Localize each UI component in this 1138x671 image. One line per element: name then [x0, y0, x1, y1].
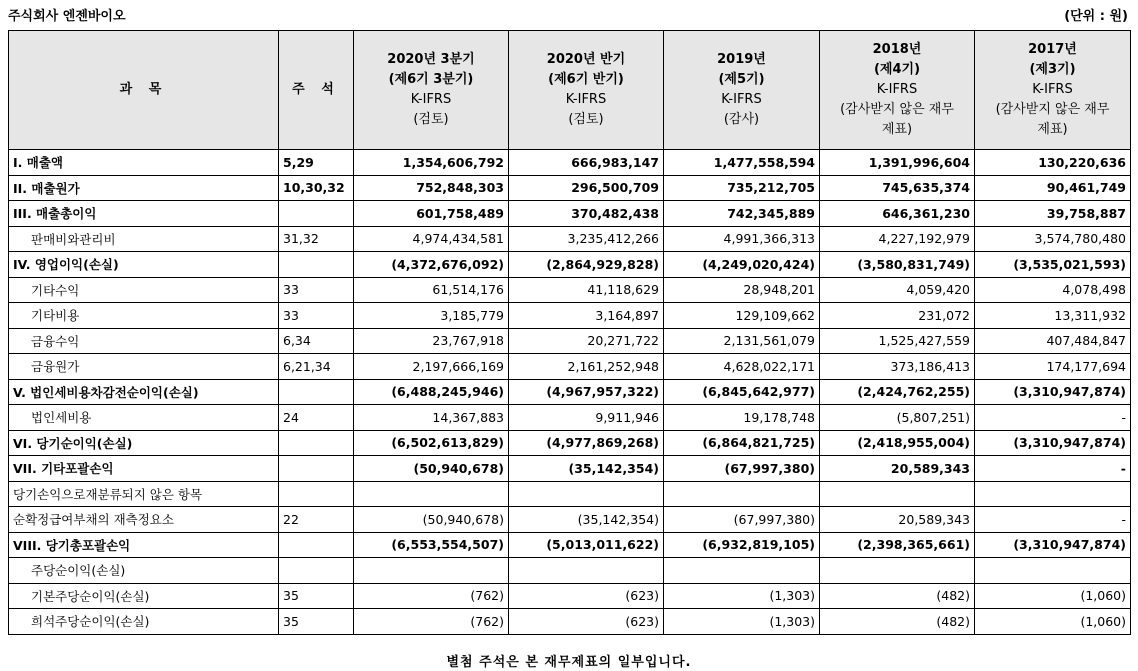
table-row — [9, 583, 1131, 609]
amount-cell: 61,514,176 — [354, 277, 509, 303]
unit-label: (단위 : 원) — [1064, 9, 1128, 24]
amount-cell: 129,109,662 — [664, 303, 820, 329]
account-label: II. 매출원가 — [9, 175, 279, 201]
amount-cell: (5,807,251) — [820, 405, 975, 431]
amount-cell: 752,848,303 — [354, 175, 509, 201]
period-column-header: 2019년 (제5기) K-IFRS (감사) — [664, 31, 820, 150]
table-row — [9, 252, 1131, 278]
amount-cell: (1,060) — [975, 609, 1131, 635]
note-ref: 22 — [279, 507, 354, 533]
amount-cell: (3,535,021,593) — [975, 252, 1131, 278]
table-row — [9, 532, 1131, 558]
income-statement-table — [8, 30, 1131, 635]
amount-cell: (2,864,929,828) — [509, 252, 664, 278]
amount-cell: 174,177,694 — [975, 354, 1131, 380]
amount-cell: (4,249,020,424) — [664, 252, 820, 278]
amount-cell: 2,131,561,079 — [664, 328, 820, 354]
amount-cell: (762) — [354, 583, 509, 609]
table-row — [9, 150, 1131, 176]
note-ref — [279, 201, 354, 227]
amount-cell: (67,997,380) — [664, 507, 820, 533]
note-ref — [279, 558, 354, 584]
table-header — [9, 31, 1131, 150]
table-row — [9, 456, 1131, 482]
amount-cell — [509, 481, 664, 507]
amount-cell: (5,013,011,622) — [509, 532, 664, 558]
table-row — [9, 354, 1131, 380]
table-row — [9, 430, 1131, 456]
account-label: 금융수익 — [9, 328, 279, 354]
account-label: 기본주당순이익(손실) — [9, 583, 279, 609]
account-column-header: 과 목 — [9, 31, 279, 150]
amount-cell — [975, 481, 1131, 507]
table-row — [9, 328, 1131, 354]
amount-cell: (6,488,245,946) — [354, 379, 509, 405]
amount-cell — [664, 481, 820, 507]
amount-cell: (6,932,819,105) — [664, 532, 820, 558]
amount-cell: 4,974,434,581 — [354, 226, 509, 252]
table-row — [9, 405, 1131, 431]
account-label: 기타비용 — [9, 303, 279, 329]
note-ref: 6,21,34 — [279, 354, 354, 380]
amount-cell — [820, 558, 975, 584]
amount-cell: 4,059,420 — [820, 277, 975, 303]
table-row — [9, 226, 1131, 252]
amount-cell: 1,477,558,594 — [664, 150, 820, 176]
amount-cell: (6,845,642,977) — [664, 379, 820, 405]
table-row — [9, 609, 1131, 635]
note-ref — [279, 456, 354, 482]
period-column-header: 2020년 반기 (제6기 반기) K-IFRS (검토) — [509, 31, 664, 150]
amount-cell: 4,628,022,171 — [664, 354, 820, 380]
account-label: VI. 당기순이익(손실) — [9, 430, 279, 456]
amount-cell: 3,164,897 — [509, 303, 664, 329]
amount-cell: 41,118,629 — [509, 277, 664, 303]
amount-cell — [354, 558, 509, 584]
amount-cell: (3,310,947,874) — [975, 532, 1131, 558]
note-column-header: 주 석 — [279, 31, 354, 150]
amount-cell: (3,580,831,749) — [820, 252, 975, 278]
table-row — [9, 481, 1131, 507]
note-ref: 10,30,32 — [279, 175, 354, 201]
amount-cell: (4,977,869,268) — [509, 430, 664, 456]
account-label: 판매비와관리비 — [9, 226, 279, 252]
amount-cell: (35,142,354) — [509, 456, 664, 482]
amount-cell: 19,178,748 — [664, 405, 820, 431]
amount-cell: 742,345,889 — [664, 201, 820, 227]
account-label: 법인세비용 — [9, 405, 279, 431]
amount-cell: (4,372,676,092) — [354, 252, 509, 278]
amount-cell: 1,525,427,559 — [820, 328, 975, 354]
amount-cell: 1,354,606,792 — [354, 150, 509, 176]
amount-cell: 14,367,883 — [354, 405, 509, 431]
period-column-header: 2018년 (제4기) K-IFRS (감사받지 않은 재무 제표) — [820, 31, 975, 150]
amount-cell — [354, 481, 509, 507]
amount-cell: 23,767,918 — [354, 328, 509, 354]
note-ref: 35 — [279, 583, 354, 609]
note-ref — [279, 430, 354, 456]
amount-cell: (623) — [509, 609, 664, 635]
note-ref: 33 — [279, 277, 354, 303]
amount-cell: (6,502,613,829) — [354, 430, 509, 456]
amount-cell: 4,227,192,979 — [820, 226, 975, 252]
note-ref: 5,29 — [279, 150, 354, 176]
amount-cell: 745,635,374 — [820, 175, 975, 201]
amount-cell: 2,197,666,169 — [354, 354, 509, 380]
table-row — [9, 303, 1131, 329]
amount-cell: - — [975, 405, 1131, 431]
amount-cell: 1,391,996,604 — [820, 150, 975, 176]
account-label: 당기손익으로재분류되지 않은 항목 — [9, 481, 279, 507]
company-name: 주식회사 엔젠바이오 — [8, 9, 126, 24]
table-row — [9, 277, 1131, 303]
note-ref — [279, 481, 354, 507]
account-label: IV. 영업이익(손실) — [9, 252, 279, 278]
note-ref: 33 — [279, 303, 354, 329]
note-ref: 31,32 — [279, 226, 354, 252]
amount-cell: 90,461,749 — [975, 175, 1131, 201]
amount-cell: (67,997,380) — [664, 456, 820, 482]
amount-cell: 3,574,780,480 — [975, 226, 1131, 252]
amount-cell: (1,303) — [664, 609, 820, 635]
amount-cell: 3,185,779 — [354, 303, 509, 329]
account-label: I. 매출액 — [9, 150, 279, 176]
account-label: VII. 기타포괄손익 — [9, 456, 279, 482]
amount-cell: (6,553,554,507) — [354, 532, 509, 558]
footer-note: 별첨 주석은 본 재무제표의 일부입니다. — [446, 655, 692, 670]
amount-cell — [820, 481, 975, 507]
table-row — [9, 175, 1131, 201]
amount-cell — [975, 558, 1131, 584]
note-ref: 35 — [279, 609, 354, 635]
amount-cell: 370,482,438 — [509, 201, 664, 227]
amount-cell: (1,060) — [975, 583, 1131, 609]
account-label: III. 매출총이익 — [9, 201, 279, 227]
account-label: 기타수익 — [9, 277, 279, 303]
amount-cell: (2,424,762,255) — [820, 379, 975, 405]
amount-cell: (2,398,365,661) — [820, 532, 975, 558]
account-label: 순확정급여부채의 재측정요소 — [9, 507, 279, 533]
amount-cell: 28,948,201 — [664, 277, 820, 303]
amount-cell: 407,484,847 — [975, 328, 1131, 354]
amount-cell: 20,589,343 — [820, 456, 975, 482]
account-label: 주당순이익(손실) — [9, 558, 279, 584]
amount-cell: (762) — [354, 609, 509, 635]
table-row — [9, 379, 1131, 405]
amount-cell: 9,911,946 — [509, 405, 664, 431]
amount-cell: - — [975, 456, 1131, 482]
amount-cell: (6,864,821,725) — [664, 430, 820, 456]
amount-cell: 130,220,636 — [975, 150, 1131, 176]
period-column-header: 2017년 (제3기) K-IFRS (감사받지 않은 재무 제표) — [975, 31, 1131, 150]
note-ref — [279, 379, 354, 405]
amount-cell: (35,142,354) — [509, 507, 664, 533]
amount-cell — [664, 558, 820, 584]
amount-cell: 39,758,887 — [975, 201, 1131, 227]
note-ref: 24 — [279, 405, 354, 431]
amount-cell: 4,078,498 — [975, 277, 1131, 303]
table-row — [9, 201, 1131, 227]
amount-cell: 4,991,366,313 — [664, 226, 820, 252]
table-row — [9, 558, 1131, 584]
account-label: 금융원가 — [9, 354, 279, 380]
amount-cell: (50,940,678) — [354, 507, 509, 533]
account-label: VIII. 당기총포괄손익 — [9, 532, 279, 558]
amount-cell: (3,310,947,874) — [975, 430, 1131, 456]
note-ref — [279, 252, 354, 278]
amount-cell: (50,940,678) — [354, 456, 509, 482]
document-header — [8, 2, 1128, 26]
amount-cell: - — [975, 507, 1131, 533]
table-row — [9, 507, 1131, 533]
amount-cell: 231,072 — [820, 303, 975, 329]
account-label: 희석주당순이익(손실) — [9, 609, 279, 635]
table-body — [9, 150, 1131, 635]
amount-cell: (482) — [820, 583, 975, 609]
amount-cell: 666,983,147 — [509, 150, 664, 176]
amount-cell: (1,303) — [664, 583, 820, 609]
amount-cell: (482) — [820, 609, 975, 635]
amount-cell: 735,212,705 — [664, 175, 820, 201]
account-label: V. 법인세비용차감전순이익(손실) — [9, 379, 279, 405]
amount-cell: 20,271,722 — [509, 328, 664, 354]
amount-cell: (4,967,957,322) — [509, 379, 664, 405]
amount-cell: 373,186,413 — [820, 354, 975, 380]
note-ref — [279, 532, 354, 558]
amount-cell: 296,500,709 — [509, 175, 664, 201]
amount-cell: 601,758,489 — [354, 201, 509, 227]
amount-cell: (2,418,955,004) — [820, 430, 975, 456]
amount-cell: 20,589,343 — [820, 507, 975, 533]
period-column-header: 2020년 3분기 (제6기 3분기) K-IFRS (검토) — [354, 31, 509, 150]
amount-cell: 3,235,412,266 — [509, 226, 664, 252]
amount-cell: 2,161,252,948 — [509, 354, 664, 380]
amount-cell: 646,361,230 — [820, 201, 975, 227]
amount-cell: (623) — [509, 583, 664, 609]
note-ref: 6,34 — [279, 328, 354, 354]
amount-cell: (3,310,947,874) — [975, 379, 1131, 405]
amount-cell — [509, 558, 664, 584]
amount-cell: 13,311,932 — [975, 303, 1131, 329]
